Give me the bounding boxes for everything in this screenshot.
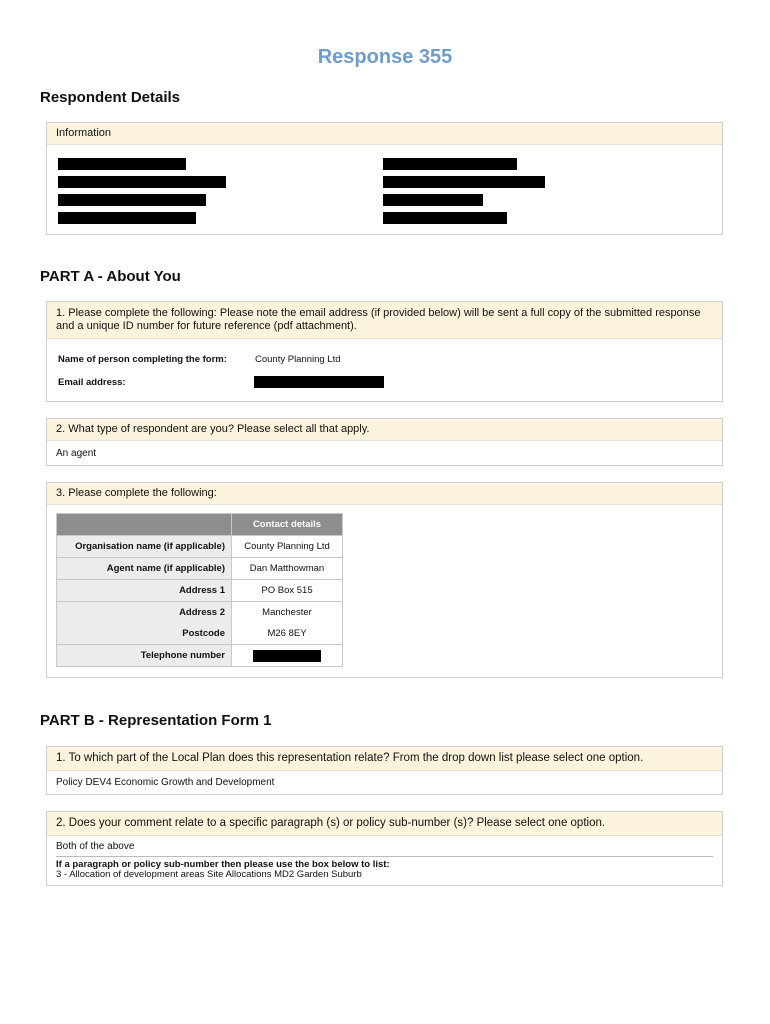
table-row [57,602,343,624]
policy-answer: Policy DEV4 Economic Growth and Development [56,777,275,788]
table-row [57,558,343,580]
part-a-q1-panel [46,301,723,402]
part-b-q1-panel [46,746,723,795]
row-label: Telephone number [57,645,232,667]
part-a-heading: PART A - About You [40,268,181,285]
part-b-q1-text: 1. To which part of the Local Plan does this representation relate? From the drop down list please select one option. [47,747,722,771]
redacted-block [383,194,483,206]
row-label: Postcode [57,623,232,645]
part-b-q2-panel [46,811,723,886]
table-header-blank [57,514,232,536]
redacted-email [254,376,384,388]
table-row [57,645,343,667]
part-a-q3-panel [46,482,723,678]
part-a-q2-panel [46,418,723,466]
divider [56,856,713,857]
redacted-block [383,158,517,170]
row-value: County Planning Ltd [232,536,343,558]
redacted-block [383,212,507,224]
row-value: PO Box 515 [232,580,343,602]
row-label: Organisation name (if applicable) [57,536,232,558]
redacted-block [58,158,186,170]
telephone-value [232,645,343,667]
part-a-q2-text: 2. What type of respondent are you? Please select all that apply. [47,419,722,441]
contact-details-table [56,513,343,667]
redacted-block [383,176,545,188]
part-b-heading: PART B - Representation Form 1 [40,712,272,729]
table-row [57,580,343,602]
paragraph-option-answer: Both of the above [56,841,135,852]
table-row [57,623,343,645]
part-b-q2-text: 2. Does your comment relate to a specific paragraph (s) or policy sub-number (s)? Please select one option. [47,812,722,836]
email-label: Email address: [58,377,126,388]
respondent-type-answer: An agent [56,448,97,459]
list-value: 3 - Allocation of development areas Site Allocations MD2 Garden Suburb [56,869,362,880]
row-label: Agent name (if applicable) [57,558,232,580]
information-panel-title: Information [47,123,722,145]
row-value: M26 8EY [232,623,343,645]
row-value: Manchester [232,602,343,624]
name-label: Name of person completing the form: [58,354,227,365]
redacted-telephone [253,650,321,662]
row-label: Address 2 [57,602,232,624]
redacted-block [58,176,226,188]
page-title: Response 355 [317,46,453,68]
name-value: County Planning Ltd [255,354,341,365]
redacted-block [58,194,206,206]
table-row [57,536,343,558]
table-header-contact-details: Contact details [232,514,343,536]
row-value: Dan Matthowman [232,558,343,580]
respondent-details-heading: Respondent Details [40,89,181,106]
information-panel [46,122,723,235]
part-a-q3-text: 3. Please complete the following: [47,483,722,505]
list-label: If a paragraph or policy sub-number then please use the box below to list: [56,859,390,870]
row-label: Address 1 [57,580,232,602]
part-a-q1-text: 1. Please complete the following: Please note the email address (if provided below) will be sent a full copy of the submitted response and a unique ID number for future reference (pdf attachment). [47,302,722,339]
redacted-block [58,212,196,224]
